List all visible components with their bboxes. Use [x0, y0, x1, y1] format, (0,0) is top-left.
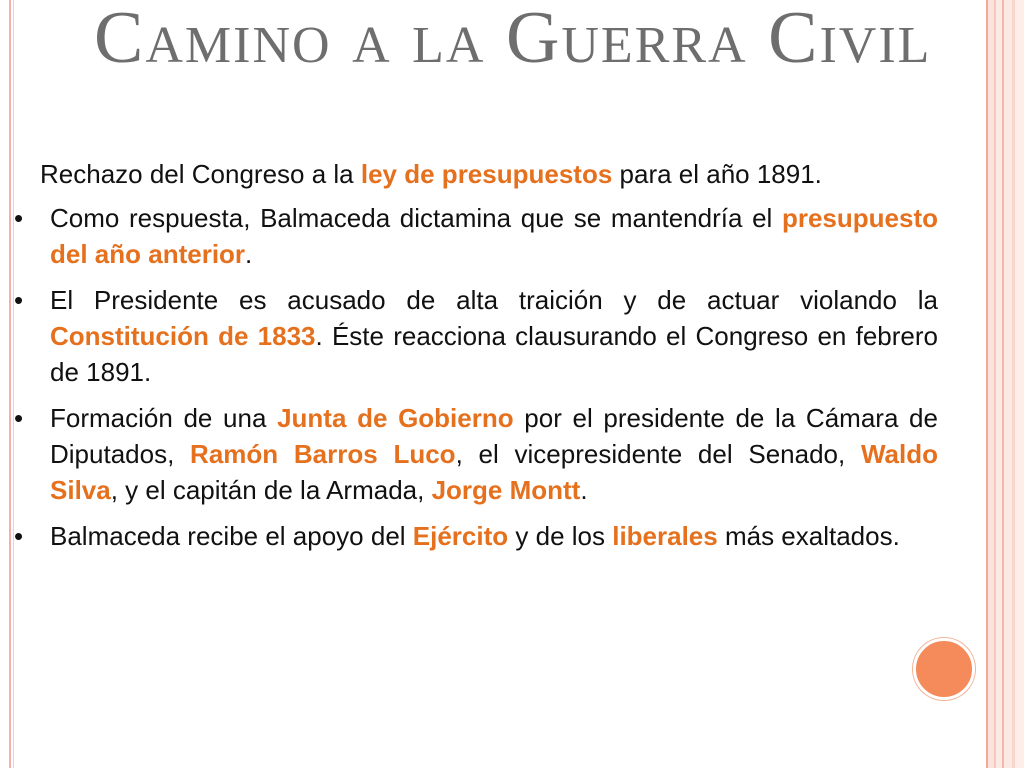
- slide-title: Camino a la Guerra Civil: [94, 0, 932, 79]
- text-run: .: [580, 475, 588, 505]
- text-run: Como respuesta, Balmaceda dictamina que se mantendría el: [50, 203, 782, 233]
- text-run: .: [245, 239, 253, 269]
- highlighted-term: ley de presupuestos: [360, 159, 613, 189]
- text-run: por el presidente de la Cámara de Diputados,: [50, 403, 938, 469]
- bullet-item: [14, 200, 938, 272]
- bullet-item: [14, 400, 938, 508]
- slide-body: [14, 156, 938, 564]
- bullet-icon: •: [14, 403, 24, 433]
- bullet-icon: •: [14, 521, 24, 551]
- highlighted-term: liberales: [612, 521, 718, 551]
- bullet-icon: •: [14, 285, 24, 315]
- highlighted-term: Ramón Barros Luco: [190, 439, 456, 469]
- text-run: para el año 1891.: [612, 159, 822, 189]
- highlighted-term: presupuesto del año anterior: [50, 203, 938, 269]
- highlighted-term: Ejército: [412, 521, 509, 551]
- body-paragraph: [14, 156, 938, 192]
- text-run: Rechazo del Congreso a la: [40, 159, 361, 189]
- highlighted-term: Constitución de 1833: [50, 321, 316, 351]
- bullet-icon: •: [14, 203, 24, 233]
- highlighted-term: Waldo Silva: [50, 439, 938, 505]
- right-decorative-stripes: [982, 0, 1024, 768]
- text-run: Formación de una: [50, 403, 278, 433]
- text-run: El Presidente es acusado de alta traición y de actuar violando la: [50, 285, 938, 315]
- text-run: Balmaceda recibe el apoyo del: [50, 521, 413, 551]
- text-run: , y el capitán de la Armada,: [110, 475, 432, 505]
- decorative-circle-icon: [913, 638, 975, 700]
- highlighted-term: Jorge Montt: [431, 475, 581, 505]
- bullet-item: [14, 282, 938, 390]
- text-run: , el vicepresidente del Senado,: [455, 439, 861, 469]
- bullet-item: [14, 518, 938, 554]
- left-frame-line: [9, 0, 11, 768]
- text-run: . Éste reacciona clausurando el Congreso en febrero de 1891.: [50, 321, 939, 387]
- text-run: más exaltados.: [717, 521, 900, 551]
- highlighted-term: Junta de Gobierno: [277, 403, 514, 433]
- text-run: y de los: [508, 521, 613, 551]
